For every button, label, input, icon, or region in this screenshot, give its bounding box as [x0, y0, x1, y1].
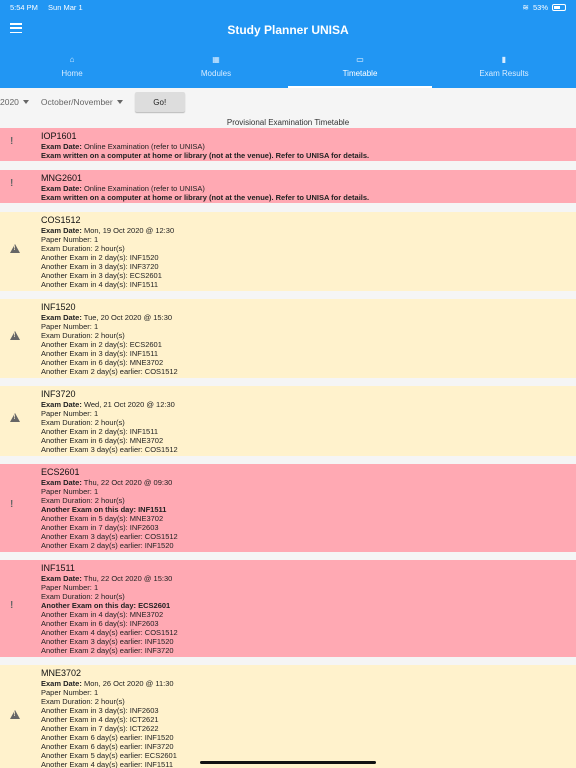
- exam-code: INF1511: [41, 563, 75, 573]
- tab-label: Timetable: [342, 69, 378, 78]
- exam-list: [0, 128, 576, 768]
- exam-detail-text: Another Exam in 3 day(s): INF3720: [41, 262, 159, 271]
- exam-detail-text: Another Exam 2 day(s) earlier: COS1512: [41, 367, 178, 376]
- warning-triangle-icon: [10, 710, 20, 719]
- exam-detail: [41, 193, 576, 202]
- exam-detail-text: Exam written on a computer at home or library (not at the venue). Refer to UNISA for details.: [41, 193, 370, 202]
- exam-detail: [41, 688, 576, 697]
- home-icon: ⌂: [69, 55, 75, 64]
- exam-code: COS1512: [41, 215, 81, 225]
- status-right: [522, 3, 566, 12]
- exam-detail: [41, 253, 576, 262]
- exam-detail: [41, 514, 576, 523]
- exam-date-label: Exam Date:: [41, 313, 82, 322]
- tab-home[interactable]: [0, 46, 144, 88]
- exam-detail: [41, 340, 576, 349]
- exam-detail-text: Another Exam in 2 day(s): INF1511: [41, 427, 158, 436]
- chevron-down-icon: [23, 100, 29, 104]
- exam-detail: [41, 724, 576, 733]
- exam-detail: [41, 619, 576, 628]
- exam-detail: [41, 706, 576, 715]
- exam-detail: [41, 646, 576, 655]
- exam-detail-text: Another Exam in 4 day(s): ICT2621: [41, 715, 159, 724]
- exam-detail: [41, 280, 576, 289]
- exam-date-label: Exam Date:: [41, 184, 82, 193]
- exam-detail-text: Another Exam 3 day(s) earlier: COS1512: [41, 532, 178, 541]
- exam-detail-text: Another Exam 6 day(s) earlier: INF1520: [41, 733, 174, 742]
- wifi-icon: ≋: [522, 2, 529, 12]
- warning-triangle-icon: [10, 331, 20, 340]
- exam-detail-text: Mon, 19 Oct 2020 @ 12:30: [81, 226, 175, 235]
- go-button[interactable]: Go!: [135, 92, 185, 112]
- home-indicator: [200, 761, 376, 764]
- exam-detail-text: Exam Duration: 2 hour(s): [41, 697, 125, 706]
- grid-icon: ▦: [212, 55, 220, 64]
- exam-detail: [41, 496, 576, 505]
- exam-detail-text: Exam Duration: 2 hour(s): [41, 244, 125, 253]
- exam-detail: [41, 592, 576, 601]
- exam-detail: [41, 601, 576, 610]
- exam-detail-text: Online Examination (refer to UNISA): [81, 184, 205, 193]
- exam-item[interactable]: [0, 560, 576, 657]
- exam-detail-text: Tue, 20 Oct 2020 @ 15:30: [81, 313, 173, 322]
- exam-detail-text: Thu, 22 Oct 2020 @ 15:30: [81, 574, 173, 583]
- exam-detail-text: Exam Duration: 2 hour(s): [41, 331, 125, 340]
- exclamation-icon: !: [10, 177, 14, 189]
- exam-detail: [41, 151, 576, 160]
- exam-date-label: Exam Date:: [41, 679, 82, 688]
- exam-item[interactable]: [0, 128, 576, 161]
- exam-detail-text: Another Exam 3 day(s) earlier: INF1520: [41, 637, 174, 646]
- tab-modules[interactable]: [144, 46, 288, 88]
- year-value: 2020: [0, 97, 19, 107]
- exam-detail: [41, 751, 576, 760]
- exam-date: [41, 142, 576, 151]
- exam-item[interactable]: [0, 386, 576, 456]
- exam-detail: [41, 583, 576, 592]
- exam-date-label: Exam Date:: [41, 142, 82, 151]
- tab-bar: [0, 46, 576, 88]
- exam-detail-text: Another Exam 4 day(s) earlier: COS1512: [41, 628, 178, 637]
- exam-detail: [41, 262, 576, 271]
- exam-date: [41, 313, 576, 322]
- exam-code: ECS2601: [41, 467, 80, 477]
- exam-detail: [41, 487, 576, 496]
- exam-date-label: Exam Date:: [41, 574, 82, 583]
- exam-detail-text: Another Exam in 7 day(s): ICT2622: [41, 724, 159, 733]
- tab-exam-results[interactable]: [432, 46, 576, 88]
- exam-detail: [41, 505, 576, 514]
- exam-detail-text: Exam Duration: 2 hour(s): [41, 592, 125, 601]
- warning-triangle-icon: [10, 244, 20, 253]
- calendar-icon: ▭: [356, 55, 364, 64]
- exam-detail-text: Another Exam 6 day(s) earlier: INF3720: [41, 742, 174, 751]
- tab-label: Exam Results: [479, 69, 529, 78]
- exam-detail: [41, 742, 576, 751]
- exam-detail-text: Another Exam on this day: ECS2601: [41, 601, 171, 610]
- exam-date: [41, 478, 576, 487]
- exam-code: INF1520: [41, 302, 76, 312]
- tab-timetable[interactable]: [288, 46, 432, 88]
- exam-detail-text: Another Exam in 3 day(s): ECS2601: [41, 271, 162, 280]
- exam-detail-text: Paper Number: 1: [41, 409, 99, 418]
- hamburger-menu-icon[interactable]: [10, 23, 22, 33]
- exam-detail: [41, 637, 576, 646]
- exam-date-label: Exam Date:: [41, 400, 82, 409]
- exam-detail: [41, 235, 576, 244]
- year-select[interactable]: [0, 97, 29, 107]
- exam-detail-text: Another Exam in 6 day(s): INF2603: [41, 619, 159, 628]
- exam-detail-text: Paper Number: 1: [41, 235, 99, 244]
- exam-detail: [41, 271, 576, 280]
- warning-triangle-icon: [10, 413, 20, 422]
- exam-detail-text: Another Exam in 7 day(s): INF2603: [41, 523, 159, 532]
- exclamation-icon: !: [10, 499, 14, 510]
- exam-detail: [41, 715, 576, 724]
- exam-code: IOP1601: [41, 131, 77, 141]
- exam-detail-text: Exam Duration: 2 hour(s): [41, 496, 125, 505]
- exam-date: [41, 400, 576, 409]
- exam-code: INF3720: [41, 389, 76, 399]
- exam-detail-text: Another Exam in 6 day(s): MNE3702: [41, 358, 164, 367]
- exam-item[interactable]: [0, 665, 576, 768]
- exam-detail: [41, 331, 576, 340]
- battery-icon: [552, 4, 566, 11]
- exam-detail-text: Another Exam 2 day(s) earlier: INF3720: [41, 646, 174, 655]
- exam-detail-text: Another Exam 4 day(s) earlier: INF1511: [41, 760, 174, 768]
- exam-detail-text: Wed, 21 Oct 2020 @ 12:30: [81, 400, 175, 409]
- exam-date-label: Exam Date:: [41, 226, 82, 235]
- exam-detail-text: Another Exam 2 day(s) earlier: INF1520: [41, 541, 174, 550]
- exam-item[interactable]: [0, 464, 576, 552]
- exam-detail: [41, 427, 576, 436]
- exam-detail-text: Another Exam in 2 day(s): ECS2601: [41, 340, 162, 349]
- exam-detail: [41, 541, 576, 550]
- exam-detail: [41, 436, 576, 445]
- exam-detail-text: Exam written on a computer at home or library (not at the venue). Refer to UNISA for details.: [41, 151, 370, 160]
- timetable-heading: Provisional Examination Timetable: [226, 118, 350, 127]
- exam-date: [41, 184, 576, 193]
- exam-detail: [41, 532, 576, 541]
- exam-detail: [41, 733, 576, 742]
- exam-detail-text: Another Exam in 2 day(s): INF1520: [41, 253, 159, 262]
- exam-detail-text: Another Exam in 4 day(s): INF1511: [41, 280, 158, 289]
- exam-detail-text: Online Examination (refer to UNISA): [81, 142, 205, 151]
- exam-detail-text: Another Exam in 3 day(s): INF2603: [41, 706, 159, 715]
- exam-detail: [41, 628, 576, 637]
- exam-detail: [41, 358, 576, 367]
- exam-detail-text: Another Exam in 5 day(s): MNE3702: [41, 514, 164, 523]
- exam-code: MNG2601: [41, 173, 83, 183]
- exam-detail: [41, 610, 576, 619]
- exam-detail: [41, 349, 576, 358]
- exam-detail-text: Paper Number: 1: [41, 688, 99, 697]
- period-value: October/November: [40, 97, 113, 107]
- exam-detail-text: Paper Number: 1: [41, 583, 99, 592]
- exam-detail: [41, 322, 576, 331]
- exam-item[interactable]: [0, 212, 576, 291]
- exam-date: [41, 574, 576, 583]
- exam-detail: [41, 367, 576, 376]
- tab-label: Modules: [200, 69, 232, 78]
- filter-bar: [0, 88, 576, 116]
- exclamation-icon: !: [10, 599, 14, 611]
- exam-detail-text: Paper Number: 1: [41, 322, 99, 331]
- exam-detail: [41, 445, 576, 454]
- exam-code: MNE3702: [41, 668, 82, 678]
- status-left: [10, 3, 91, 12]
- exam-detail-text: Mon, 26 Oct 2020 @ 11:30: [81, 679, 174, 688]
- exam-detail: [41, 418, 576, 427]
- exam-item[interactable]: [0, 170, 576, 203]
- exam-detail-text: Another Exam 5 day(s) earlier: ECS2601: [41, 751, 177, 760]
- exam-detail: [41, 409, 576, 418]
- exam-detail-text: Exam Duration: 2 hour(s): [41, 418, 125, 427]
- bar-chart-icon: ▮: [501, 55, 507, 64]
- exam-detail-text: Another Exam in 3 day(s): INF1511: [41, 349, 158, 358]
- exam-detail-text: Paper Number: 1: [41, 487, 99, 496]
- exam-detail-text: Another Exam 3 day(s) earlier: COS1512: [41, 445, 178, 454]
- exam-detail: [41, 697, 576, 706]
- status-time: 5:54 PM: [10, 2, 38, 12]
- chevron-down-icon: [117, 100, 123, 104]
- exam-date: [41, 226, 576, 235]
- exam-item[interactable]: [0, 299, 576, 378]
- status-bar: [0, 0, 576, 14]
- exam-detail-text: Another Exam in 4 day(s): MNE3702: [41, 610, 164, 619]
- app-title: Study Planner UNISA: [227, 23, 349, 37]
- exam-detail-text: Thu, 22 Oct 2020 @ 09:30: [81, 478, 173, 487]
- battery-percent: 53%: [532, 2, 548, 12]
- exclamation-icon: !: [10, 135, 14, 147]
- exam-detail: [41, 244, 576, 253]
- exam-date-label: Exam Date:: [41, 478, 82, 487]
- app-bar: [0, 14, 576, 46]
- exam-detail: [41, 523, 576, 532]
- exam-detail-text: Another Exam in 6 day(s): MNE3702: [41, 436, 164, 445]
- exam-detail-text: Another Exam on this day: INF1511: [41, 505, 167, 514]
- period-select[interactable]: [41, 97, 123, 107]
- status-date: Sun Mar 1: [48, 2, 83, 12]
- exam-date: [41, 679, 576, 688]
- tab-label: Home: [61, 69, 83, 78]
